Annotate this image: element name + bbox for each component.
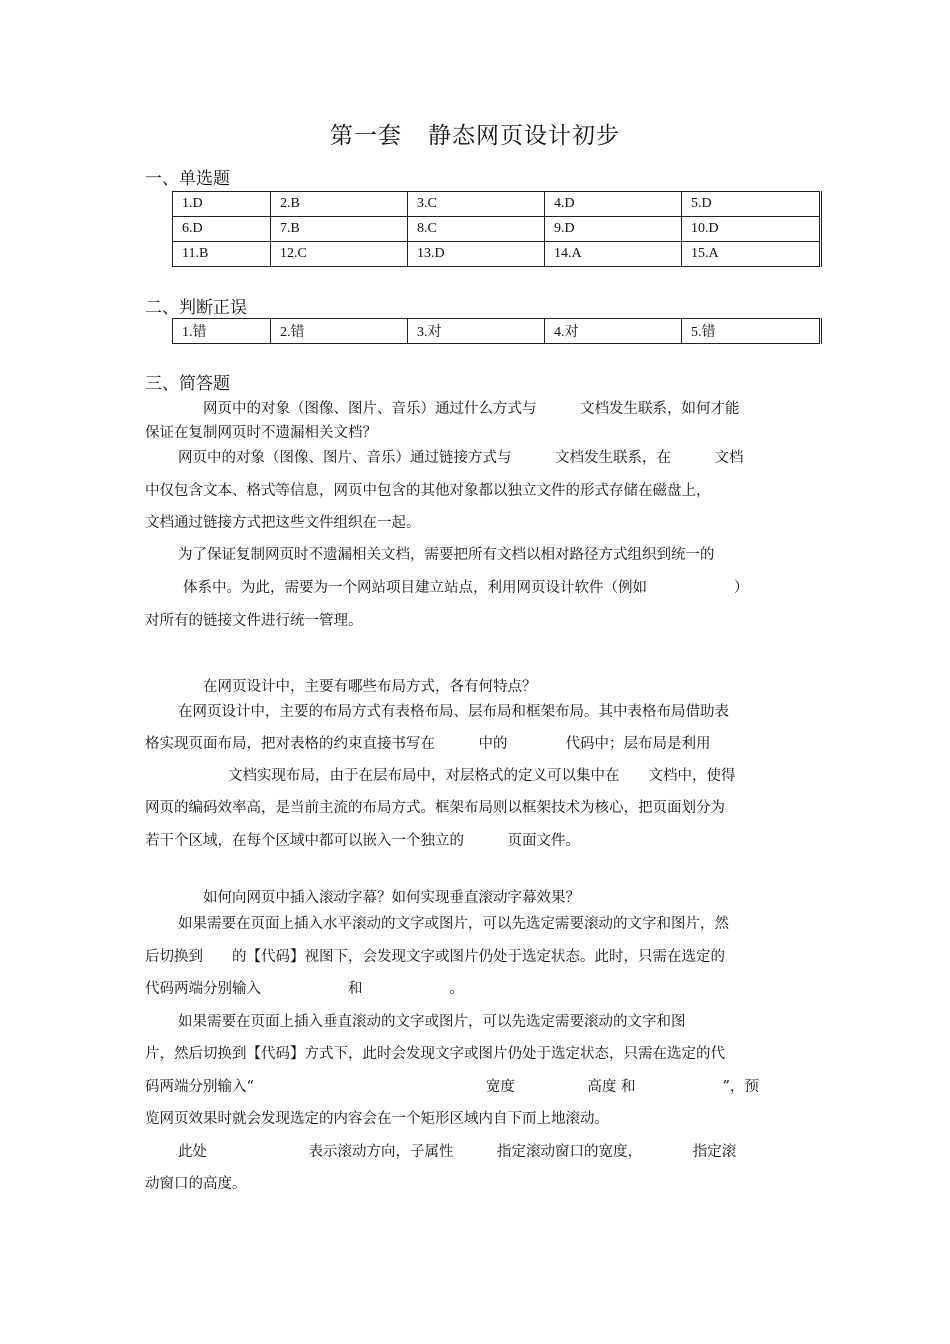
table-cell: 5.错 [682, 319, 821, 344]
question-3-line: 如何向网页中插入滚动字幕？如何实现垂直滚动字幕效果？ [203, 890, 580, 906]
section1-heading: 一、单选题 [145, 169, 230, 189]
answer-1-line: 文档通过链接方式把这些文件组织在一起。 [145, 515, 421, 531]
answer-1-line: 对所有的链接文件进行统一管理。 [145, 613, 363, 629]
table-row [173, 192, 821, 217]
section2-heading: 二、判断正误 [145, 298, 247, 318]
table-cell: 1.错 [173, 319, 271, 344]
answer-3-line: 此处 表示滚动方向，子属性 指定滚动窗口的宽度， 指定滚 [178, 1144, 737, 1160]
answer-3-line: 后切换到 的【代码】视图下，会发现文字或图片仍处于选定状态。此时，只需在选定的 [145, 949, 725, 965]
table-cell: 8.C [408, 217, 545, 242]
table-cell: 5.D [682, 192, 821, 217]
answer-1-line: 中仅包含文本、格式等信息，网页中包含的其他对象都以独立文件的形式存储在磁盘上， [145, 483, 711, 499]
answer-3-line: 如果需要在页面上插入垂直滚动的文字或图片，可以先选定需要滚动的文字和图 [178, 1014, 686, 1030]
answer-1-line: 体系中。为此，需要为一个网站项目建立站点，利用网页设计软件（例如 ） [183, 580, 749, 596]
title-part1: 第一套 [330, 123, 402, 149]
answer-2-line: 若干个区域，在每个区域中都可以嵌入一个独立的 页面文件。 [145, 833, 580, 849]
table-row [173, 217, 821, 242]
answer-1-line: 为了保证复制网页时不遗漏相关文档，需要把所有文档以相对路径方式组织到统一的 [178, 547, 715, 563]
table-cell: 1.D [173, 192, 271, 217]
table-cell: 6.D [173, 217, 271, 242]
table-cell: 3.C [408, 192, 545, 217]
table-cell: 7.B [271, 217, 408, 242]
question-1-line: 网页中的对象（图像、图片、音乐）通过什么方式与 文档发生联系，如何才能 [203, 401, 740, 417]
table-cell: 10.D [682, 217, 821, 242]
table-cell: 2.B [271, 192, 408, 217]
answer-3-line: 如果需要在页面上插入水平滚动的文字或图片，可以先选定需要滚动的文字和图片，然 [178, 916, 729, 932]
title-part2: 静态网页设计初步 [428, 123, 620, 149]
answer-3-line: 码两端分别输入“ 宽度 高度 和 ”，预 [145, 1079, 759, 1095]
section3-heading: 三、简答题 [145, 374, 230, 394]
answer-2-line: 格实现页面布局，把对表格的约束直接书写在 中的 代码中；层布局是利用 [145, 736, 711, 752]
question-1-line: 保证在复制网页时不遗漏相关文档？ [145, 425, 377, 441]
table-cell: 13.D [408, 242, 545, 267]
answer-3-line: 代码两端分别输入 和 。 [145, 981, 464, 997]
table-cell: 2.错 [271, 319, 408, 344]
single-choice-answer-table [172, 191, 822, 267]
table-cell: 4.对 [545, 319, 682, 344]
answer-3-line: 片，然后切换到【代码】方式下，此时会发现文字或图片仍处于选定状态，只需在选定的代 [145, 1046, 725, 1062]
table-cell: 15.A [682, 242, 821, 267]
table-row [173, 242, 821, 267]
question-2-line: 在网页设计中，主要有哪些布局方式，各有何特点？ [203, 679, 537, 695]
answer-3-line: 动窗口的高度。 [145, 1176, 247, 1192]
table-cell: 4.D [545, 192, 682, 217]
table-cell: 12.C [271, 242, 408, 267]
answer-1-line: 网页中的对象（图像、图片、音乐）通过链接方式与 文档发生联系，在 文档 [178, 450, 744, 466]
true-false-answer-table [172, 318, 822, 344]
table-cell: 14.A [545, 242, 682, 267]
answer-2-line: 文档实现布局，由于在层布局中，对层格式的定义可以集中在 文档中，使得 [228, 768, 736, 784]
table-cell: 3.对 [408, 319, 545, 344]
table-cell: 11.B [173, 242, 271, 267]
page-title [0, 117, 950, 150]
table-cell: 9.D [545, 217, 682, 242]
table-row [173, 319, 821, 344]
answer-2-line: 在网页设计中，主要的布局方式有表格布局、层布局和框架布局。其中表格布局借助表 [178, 704, 729, 720]
answer-3-line: 览网页效果时就会发现选定的内容会在一个矩形区域内自下而上地滚动。 [145, 1111, 609, 1127]
answer-2-line: 网页的编码效率高，是当前主流的布局方式。框架布局则以框架技术为核心，把页面划分为 [145, 800, 725, 816]
